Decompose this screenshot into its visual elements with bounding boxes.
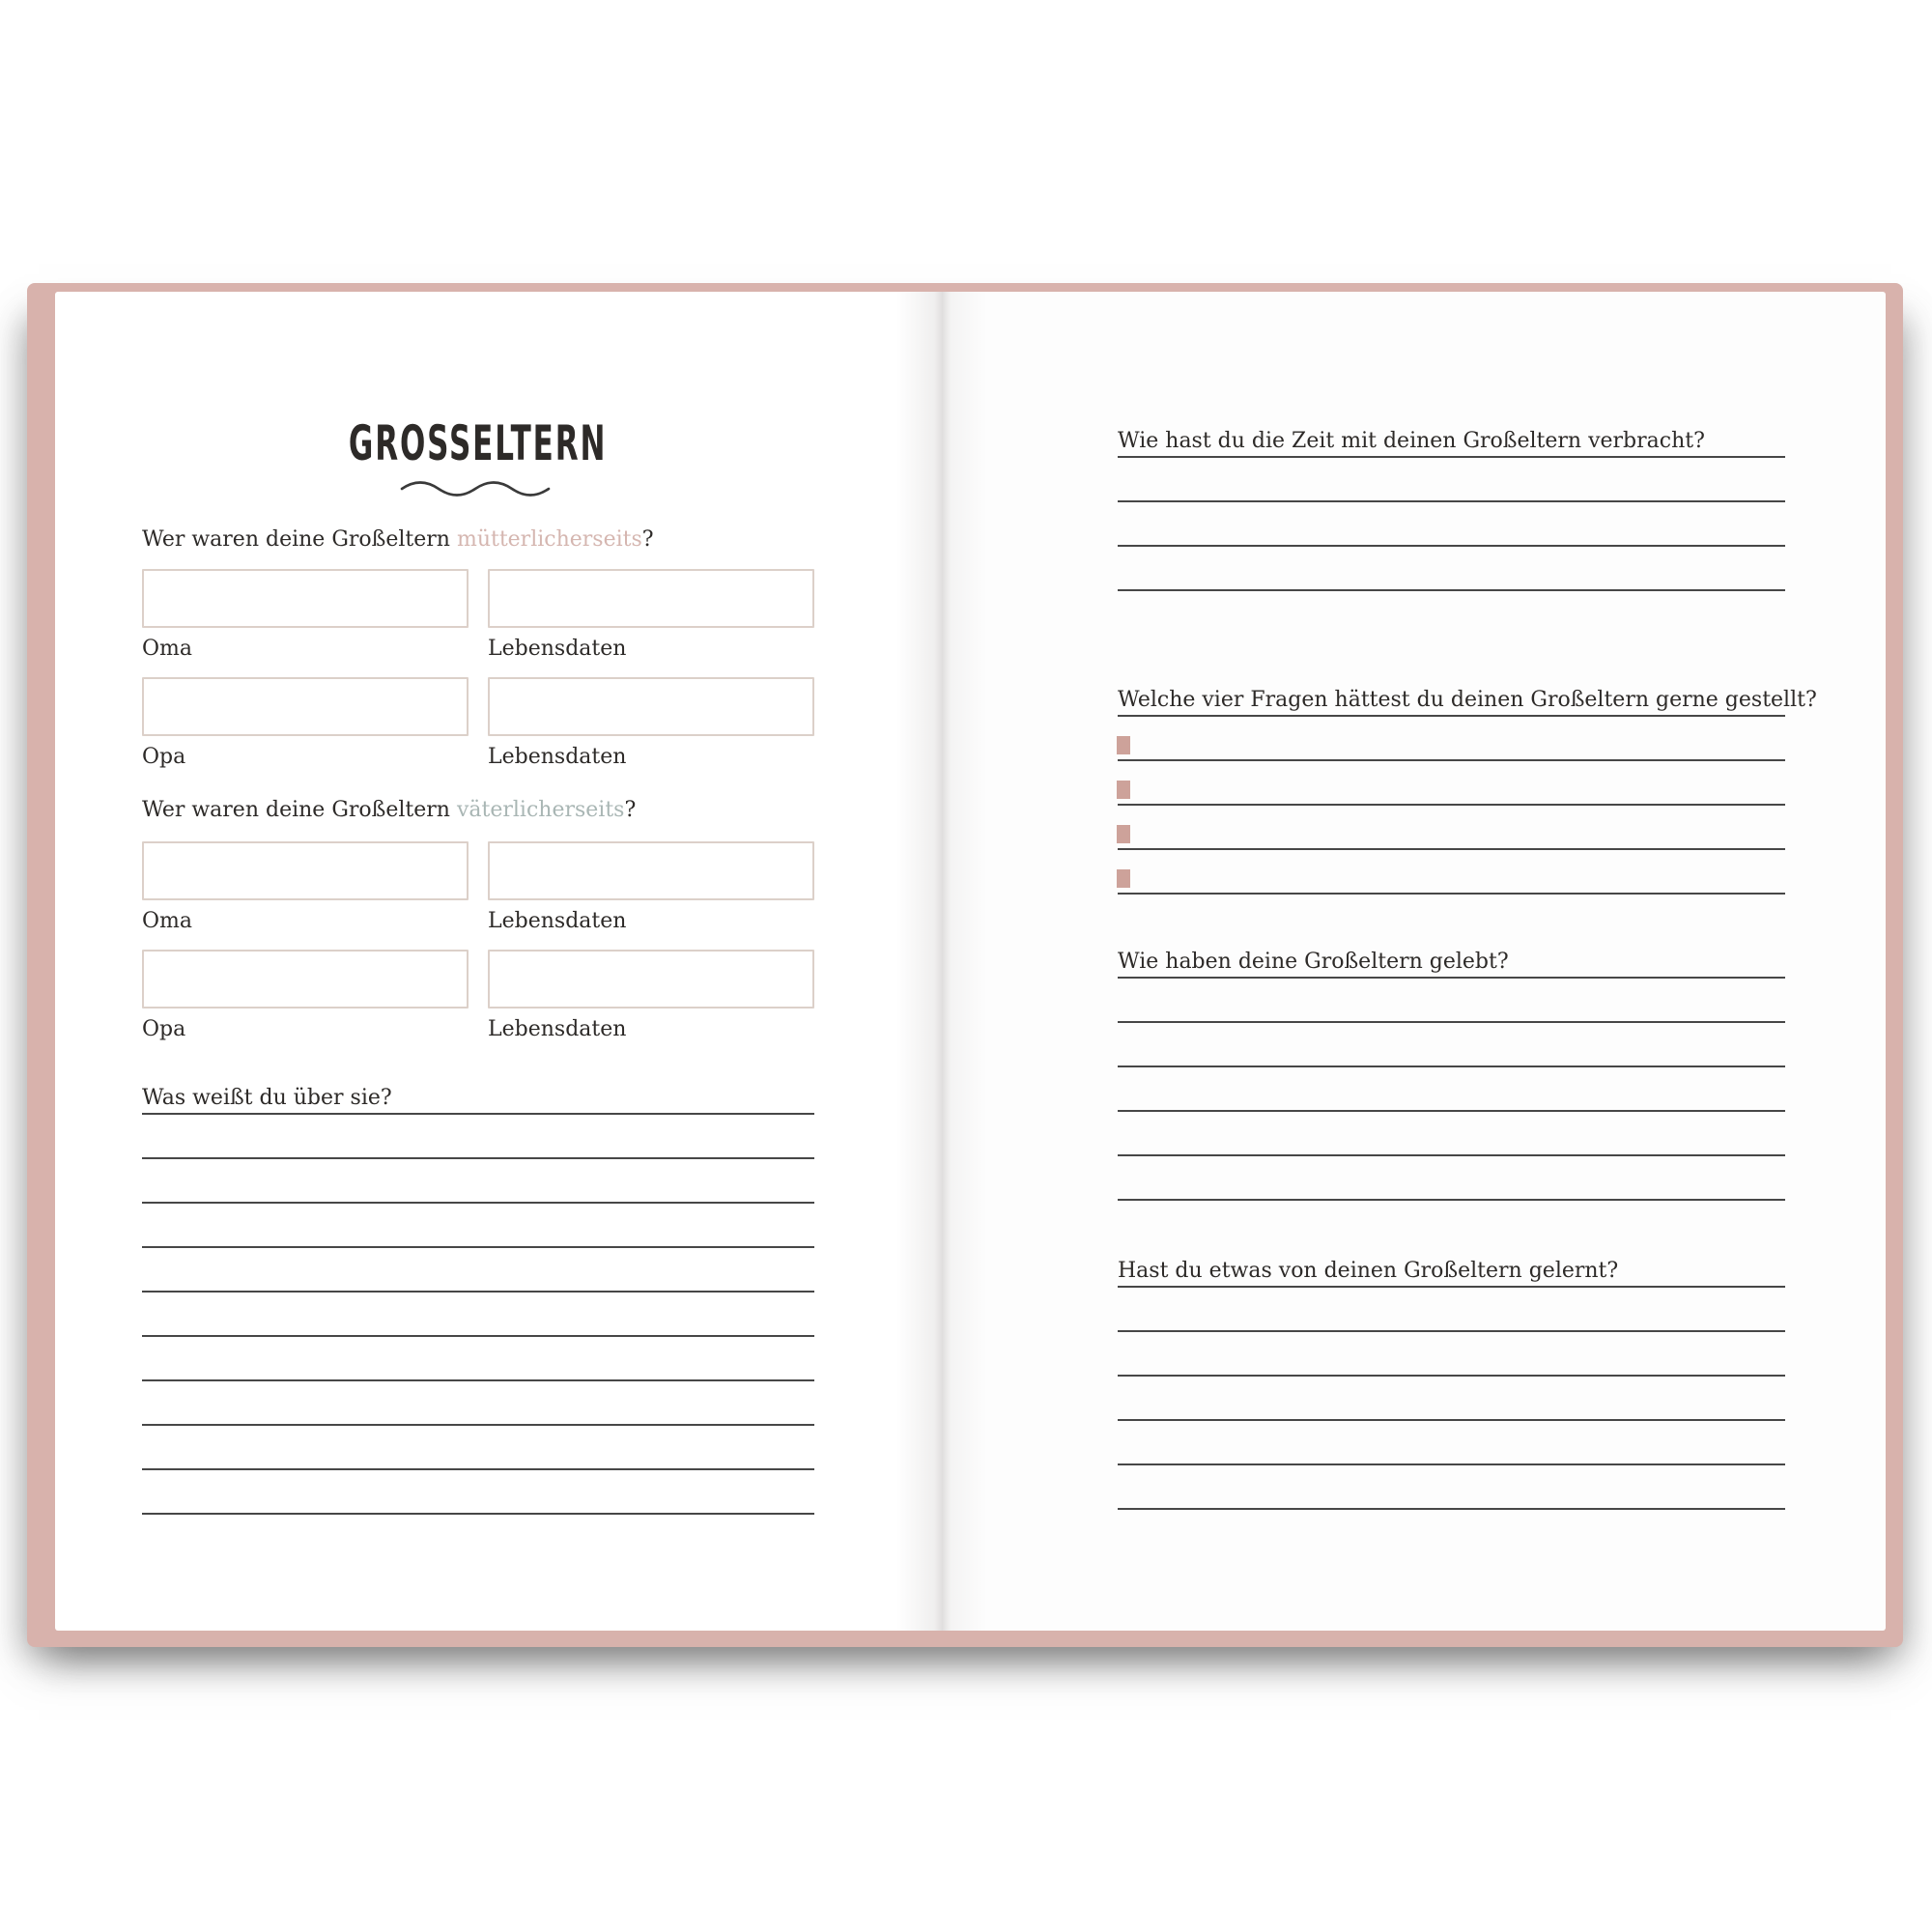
ruled-line [1118, 759, 1785, 804]
ruled-line [1118, 1199, 1785, 1243]
question-four-questions: Welche vier Fragen hättest du deinen Großeltern gerne gestellt? [1118, 688, 1817, 712]
ruled-line [1118, 589, 1785, 634]
ruled-line [142, 1335, 814, 1379]
input-box-lebensdaten-oma-paternal[interactable] [488, 841, 814, 900]
ruled-line [142, 1379, 814, 1424]
ruled-line [1118, 1021, 1785, 1065]
field-label-oma-paternal: Oma [142, 909, 193, 933]
ruled-line [1118, 893, 1785, 937]
field-label-lebensdaten-oma-paternal: Lebensdaten [488, 909, 627, 933]
title-underline-squiggle [142, 477, 814, 502]
bullet-square [1117, 869, 1130, 888]
bullet-square [1117, 825, 1130, 843]
field-label-lebensdaten-opa-paternal: Lebensdaten [488, 1017, 627, 1041]
writing-lines-about[interactable] [142, 1113, 814, 1557]
question-paternal-before: Wer waren deine Großeltern [142, 798, 457, 822]
bullet-square [1117, 736, 1130, 754]
ruled-line [1118, 545, 1785, 589]
writing-lines-time-spent[interactable] [1118, 456, 1785, 634]
input-box-oma-paternal[interactable] [142, 841, 469, 900]
input-box-lebensdaten-oma-maternal[interactable] [488, 569, 814, 628]
question-maternal-before: Wer waren deine Großeltern [142, 527, 457, 552]
ruled-line [1118, 1110, 1785, 1154]
input-box-oma-maternal[interactable] [142, 569, 469, 628]
ruled-line [1118, 1508, 1785, 1552]
ruled-line [142, 1113, 814, 1157]
page-title: GROSSELTERN [349, 415, 608, 471]
writing-lines-four-questions[interactable] [1118, 715, 1785, 937]
page-title-row [142, 415, 814, 471]
ruled-line [1118, 977, 1785, 1021]
field-label-lebensdaten-opa-maternal: Lebensdaten [488, 745, 627, 769]
ruled-line [1118, 1065, 1785, 1110]
ruled-line [1118, 848, 1785, 893]
ruled-line [142, 1424, 814, 1468]
question-time-spent: Wie hast du die Zeit mit deinen Großeltern verbracht? [1118, 429, 1705, 453]
question-paternal [142, 796, 636, 825]
ruled-line [1118, 1375, 1785, 1419]
ruled-line [1118, 500, 1785, 545]
ruled-line [1118, 1154, 1785, 1199]
question-maternal [142, 526, 654, 554]
ruled-line [1118, 715, 1785, 759]
ruled-line [1118, 1419, 1785, 1463]
input-box-opa-paternal[interactable] [142, 950, 469, 1009]
writing-lines-learned[interactable] [1118, 1286, 1785, 1552]
question-about: Was weißt du über sie? [142, 1086, 392, 1110]
ruled-line [142, 1468, 814, 1513]
section-four-questions [1118, 686, 1817, 937]
ruled-line [142, 1202, 814, 1246]
question-maternal-qmark: ? [641, 527, 654, 552]
ruled-line [1118, 456, 1785, 500]
ruled-line [1118, 804, 1785, 848]
section-how-lived [1118, 948, 1785, 1243]
ruled-line [142, 1291, 814, 1335]
section-time-spent [1118, 427, 1785, 634]
input-box-lebensdaten-opa-paternal[interactable] [488, 950, 814, 1009]
bullet-square [1117, 781, 1130, 799]
question-learned: Hast du etwas von deinen Großeltern gelernt? [1118, 1259, 1619, 1283]
question-maternal-highlight: mütterlicherseits [456, 527, 642, 552]
writing-lines-how-lived[interactable] [1118, 977, 1785, 1243]
section-learned [1118, 1257, 1785, 1552]
input-box-opa-maternal[interactable] [142, 677, 469, 736]
field-label-opa-paternal: Opa [142, 1017, 186, 1041]
ruled-line [1118, 1463, 1785, 1508]
ruled-line [1118, 1330, 1785, 1375]
question-how-lived: Wie haben deine Großeltern gelebt? [1118, 950, 1509, 974]
ruled-line [142, 1246, 814, 1291]
field-label-oma-maternal: Oma [142, 637, 193, 661]
question-paternal-qmark: ? [624, 798, 637, 822]
field-label-lebensdaten-oma-maternal: Lebensdaten [488, 637, 627, 661]
ruled-line [142, 1157, 814, 1202]
field-label-opa-maternal: Opa [142, 745, 186, 769]
ruled-line [142, 1513, 814, 1557]
question-paternal-highlight: väterlicherseits [456, 798, 625, 822]
section-about-grandparents [142, 1084, 814, 1557]
ruled-line [1118, 1286, 1785, 1330]
input-box-lebensdaten-opa-maternal[interactable] [488, 677, 814, 736]
